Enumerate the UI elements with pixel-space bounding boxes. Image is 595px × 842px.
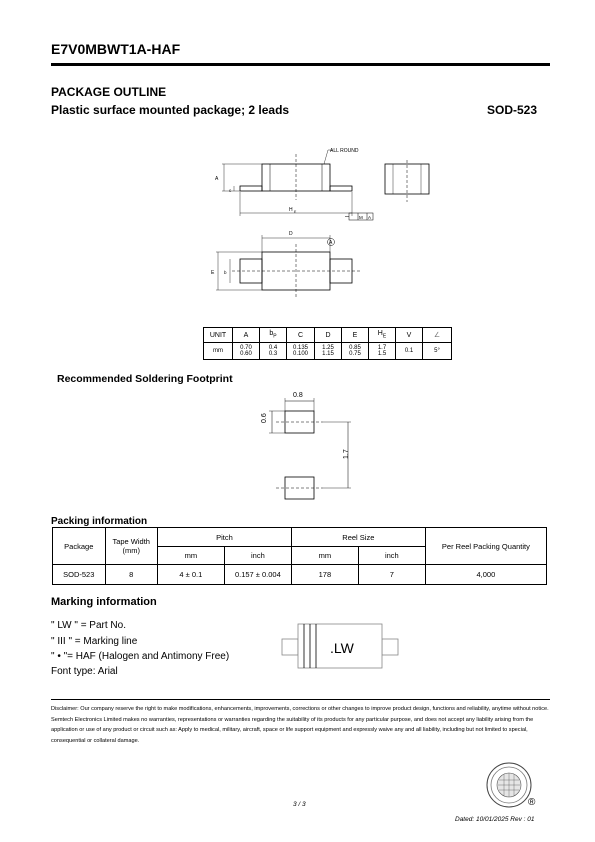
tol-a-label: A	[368, 215, 372, 220]
dim-header-angle: ∠	[423, 328, 452, 343]
dim-header-d: D	[315, 328, 342, 343]
date-revision: Dated: 10/01/2025 Rev : 01	[455, 816, 535, 823]
dim-label-d: D	[289, 231, 293, 237]
dim-angle: 5°	[423, 343, 452, 360]
packing-table	[52, 527, 547, 585]
dim-header-unit: UNIT	[204, 328, 233, 343]
tol-m-label: M	[359, 215, 363, 220]
header-rule	[51, 63, 550, 66]
package-outline-heading: PACKAGE OUTLINE	[51, 85, 167, 99]
pack-header-reel-mm: mm	[291, 547, 358, 565]
page-number: 3 / 3	[293, 801, 306, 808]
pack-pitch-inch: 0.157 ± 0.004	[224, 565, 291, 585]
pack-reel-inch: 7	[358, 565, 425, 585]
marking-line-haf: " • "= HAF (Halogen and Antimony Free)	[51, 651, 230, 662]
dim-header-he: $H_E$	[369, 328, 396, 343]
all-round-label: ALL ROUND	[330, 148, 359, 154]
dim-header-a: A	[233, 328, 260, 343]
package-subtitle: Plastic surface mounted package; 2 leads	[51, 103, 290, 117]
package-code: SOD-523	[487, 103, 538, 117]
dim-label-bp: b	[224, 270, 227, 275]
pack-package: SOD-523	[53, 565, 106, 585]
dim-header-e: E	[342, 328, 369, 343]
disclaimer-rule	[51, 699, 550, 700]
dim-d: 1.25 1.15	[315, 343, 342, 360]
dim-label-e: E	[211, 270, 215, 276]
dim-unit: mm	[204, 343, 233, 360]
soldering-heading: Recommended Soldering Footprint	[57, 373, 233, 385]
dim-e: 0.85 0.75	[342, 343, 369, 360]
pack-header-reel-size: Reel Size	[291, 528, 425, 547]
package-end-view	[383, 160, 433, 205]
dim-label-he-sub: E	[294, 210, 297, 214]
packing-heading: Packing information	[51, 516, 148, 527]
marking-device-drawing	[280, 622, 400, 672]
pack-reel-mm: 178	[291, 565, 358, 585]
dim-label-a: A	[215, 176, 219, 182]
dim-bp: 0.4 0.3	[260, 343, 287, 360]
pack-quantity: 4,000	[425, 565, 546, 585]
dim-label-he: H	[289, 207, 293, 213]
package-outline-drawing	[200, 140, 390, 326]
marking-line-font: Font type: Arial	[51, 666, 118, 677]
pack-header-pitch-inch: inch	[224, 547, 291, 565]
pack-header-per-reel: Per Reel Packing Quantity	[425, 528, 546, 565]
solder-dim-pitch: 1.7	[343, 449, 350, 459]
datum-a-label: A	[329, 240, 333, 246]
dim-header-v: V	[396, 328, 423, 343]
soldering-footprint-drawing	[248, 385, 358, 510]
marking-line-part-no: " LW " = Part No.	[51, 620, 126, 631]
pack-pitch-mm: 4 ± 0.1	[157, 565, 224, 585]
dim-he: 1.7 1.5	[369, 343, 396, 360]
dim-header-c: C	[287, 328, 315, 343]
pack-header-tape-width: Tape Width (mm)	[105, 528, 157, 565]
pack-header-pitch: Pitch	[157, 528, 291, 547]
pack-header-package: Package	[53, 528, 106, 565]
disclaimer-text: Disclaimer: Our company reserve the right to make modifications, enhancements, improvements, corrections or other changes to improve product design, functions and reliability, anytime without notice. Semtech Electronics Limited makes no warranties, representations or warranties regarding the suitability of its products for any particular purpose, and does not accept any liability arising from the application or use of any product or circuit such as: Apply to medical, military, aircraft, space or life support equipment and expressly waive any and all liability, including but not limited to special, consequential or collateral damage.	[51, 706, 549, 744]
marking-line-mark: " III " = Marking line	[51, 636, 138, 647]
marking-heading: Marking information	[51, 596, 157, 608]
dim-header-bp: $b_P$	[260, 328, 287, 343]
document-title: E7V0MBWT1A-HAF	[51, 41, 181, 57]
solder-dim-width: 0.8	[293, 392, 303, 399]
solder-dim-height: 0.6	[261, 413, 268, 423]
device-marking-text: .LW	[330, 640, 354, 656]
dim-label-c: c	[229, 188, 232, 193]
registered-mark: ®	[528, 797, 536, 808]
dimension-table	[203, 327, 452, 360]
dim-a: 0.70 0.60	[233, 343, 260, 360]
dim-c: 0.135 0.100	[287, 343, 315, 360]
pack-tape-width: 8	[105, 565, 157, 585]
pack-header-pitch-mm: mm	[157, 547, 224, 565]
dim-v: 0.1	[396, 343, 423, 360]
pack-header-reel-inch: inch	[358, 547, 425, 565]
